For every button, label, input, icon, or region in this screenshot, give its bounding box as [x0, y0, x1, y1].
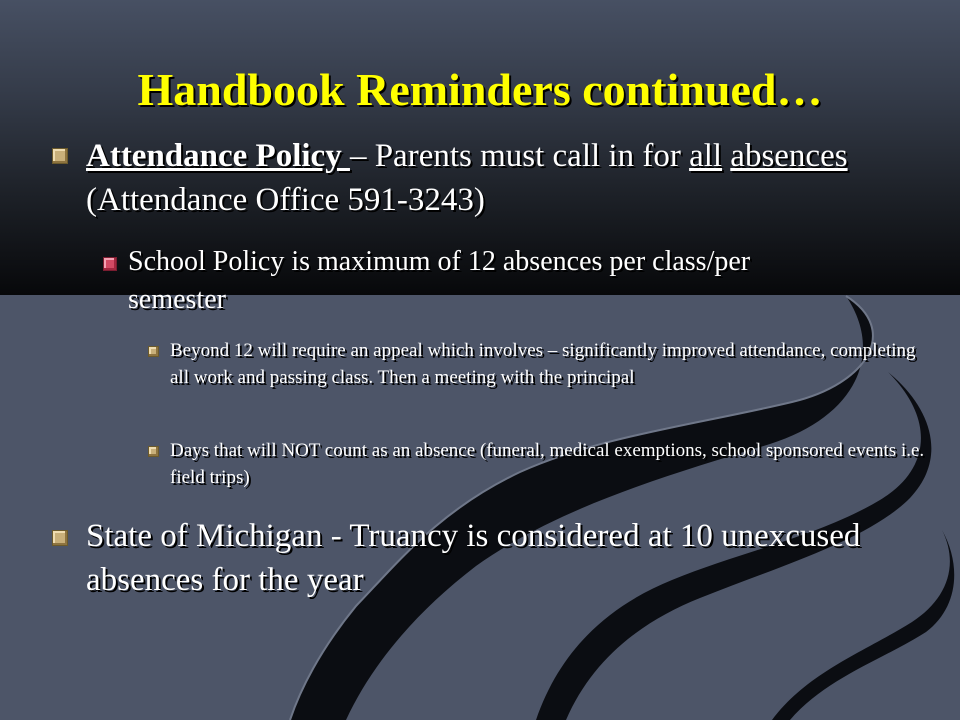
bullet-state-truancy: State of Michigan - Truancy is considered at 10 unexcused absences for the year — [86, 518, 861, 598]
bullet-box-icon — [52, 530, 68, 546]
attendance-policy-dash-text: – Parents must call in for — [349, 138, 690, 174]
bullet-box-icon — [52, 148, 68, 164]
bullet-box-tiny-icon — [148, 346, 159, 357]
all-underlined: all — [689, 138, 723, 174]
slide-title: Handbook Reminders continued… — [137, 64, 823, 115]
absences-underlined: absences — [730, 138, 848, 174]
attendance-office-text: (Attendance Office 591-3243) — [86, 182, 485, 218]
attendance-policy-label: Attendance Policy — [86, 138, 350, 174]
bullet-days-not-count: Days that will NOT count as an absence (funeral, medical exemptions, school sponsored events i.e. field trips) — [170, 440, 925, 488]
bullet-box-small-icon — [103, 257, 117, 271]
bullet-beyond-12: Beyond 12 will require an appeal which involves – significantly improved attendance, completing all work and passing class. Then a meeting with the principal — [170, 340, 916, 388]
bullet-school-policy: School Policy is maximum of 12 absences per class/per semester — [128, 246, 751, 315]
bullet-box-tiny-icon — [148, 446, 159, 457]
bullet-attendance-policy — [86, 134, 926, 222]
